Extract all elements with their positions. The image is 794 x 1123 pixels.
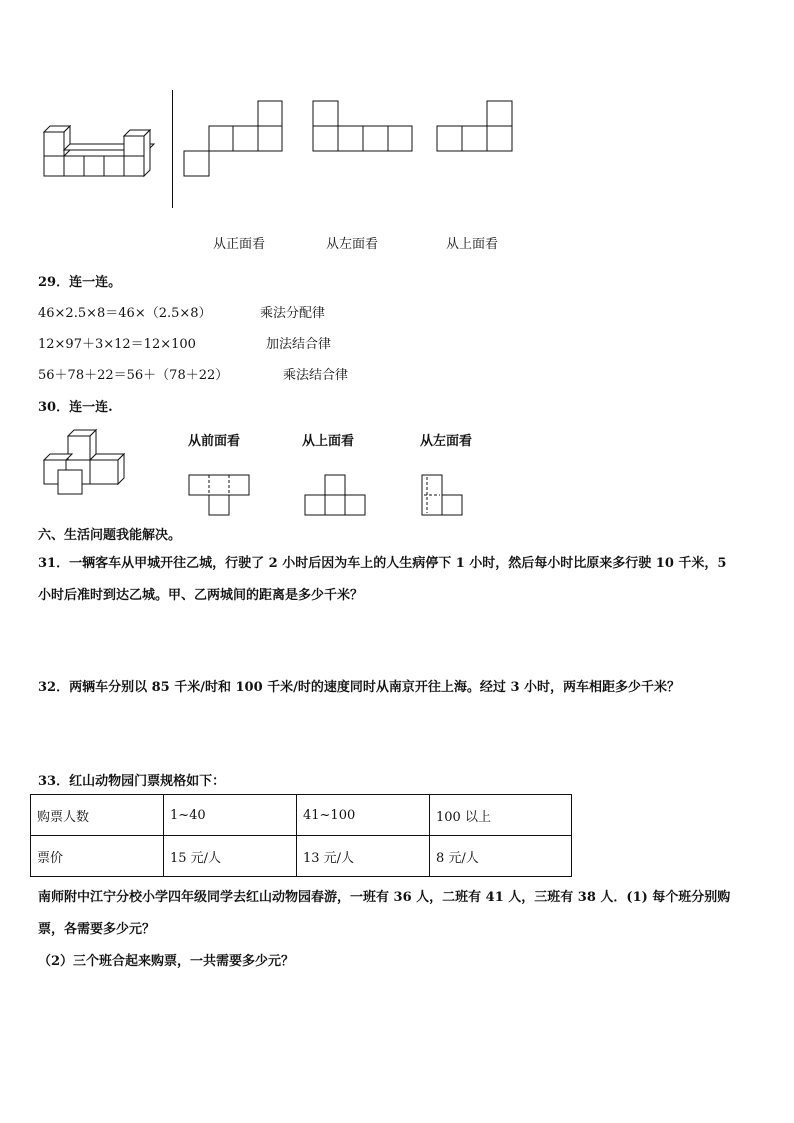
- q30-view-label-front: 从前面看: [188, 434, 241, 449]
- table-cell: 15 元/人: [164, 836, 297, 877]
- section-6-heading: 六、生活问题我能解决。: [38, 528, 182, 543]
- table-row: [31, 836, 572, 877]
- table-cell: 100 以上: [430, 795, 572, 836]
- q30-top-view-drawing: [304, 474, 366, 516]
- q32-text: 32．两辆车分别以 85 千米/时和 100 千米/时的速度同时从南京开往上海。经过 3 小时，两车相距多少千米？: [38, 680, 681, 695]
- q29-law-3: 乘法结合律: [283, 368, 349, 383]
- q29-law-2: 加法结合律: [266, 337, 332, 352]
- top-view-drawing: [436, 100, 514, 154]
- table-cell: 购票人数: [31, 795, 164, 836]
- cube-stack-figure-1: [40, 120, 160, 180]
- q29-expr-2: 12×97＋3×12＝12×100: [38, 337, 196, 352]
- cube-stack-figure-2: [42, 426, 132, 496]
- divider-line: [172, 90, 173, 208]
- view-label-front: 从正面看: [213, 237, 266, 252]
- q29-law-1: 乘法分配律: [260, 306, 326, 321]
- q33-line-2: 票，各需要多少元？: [38, 922, 156, 937]
- ticket-price-table: [30, 794, 572, 877]
- q30-title: 30．连一连.: [38, 400, 113, 415]
- front-view-drawing: [183, 100, 283, 178]
- table-cell: 41~100: [297, 795, 430, 836]
- q29-expr-1: 46×2.5×8＝46×（2.5×8）: [38, 306, 212, 321]
- q31-line-1: 31．一辆客车从甲城开往乙城，行驶了 2 小时后因为车上的人生病停下 1 小时，然后每小时比原来多行驶 10 千米，5: [38, 556, 727, 571]
- q33-line-1: 南师附中江宁分校小学四年级同学去红山动物园春游，一班有 36 人，二班有 41 人，三班有 38 人．(1) 每个班分别购: [38, 890, 731, 905]
- view-label-top: 从上面看: [446, 237, 499, 252]
- table-row: [31, 795, 572, 836]
- q30-left-view-drawing: [421, 474, 463, 516]
- table-cell: 1~40: [164, 795, 297, 836]
- table-cell: 票价: [31, 836, 164, 877]
- q29-title: 29．连一连。: [38, 275, 122, 290]
- table-cell: 8 元/人: [430, 836, 572, 877]
- q31-line-2: 小时后准时到达乙城。甲、乙两城间的距离是多少千米？: [38, 588, 364, 603]
- q29-expr-3: 56＋78＋22＝56＋（78＋22）: [38, 368, 229, 383]
- view-label-left: 从左面看: [326, 237, 379, 252]
- q30-front-view-drawing: [188, 474, 250, 516]
- q33-line-3: （2）三个班合起来购票，一共需要多少元？: [38, 954, 295, 969]
- left-view-drawing: [312, 100, 414, 154]
- table-cell: 13 元/人: [297, 836, 430, 877]
- q33-title: 33．红山动物园门票规格如下：: [38, 774, 226, 789]
- q30-view-label-top: 从上面看: [302, 434, 355, 449]
- q30-view-label-left: 从左面看: [420, 434, 473, 449]
